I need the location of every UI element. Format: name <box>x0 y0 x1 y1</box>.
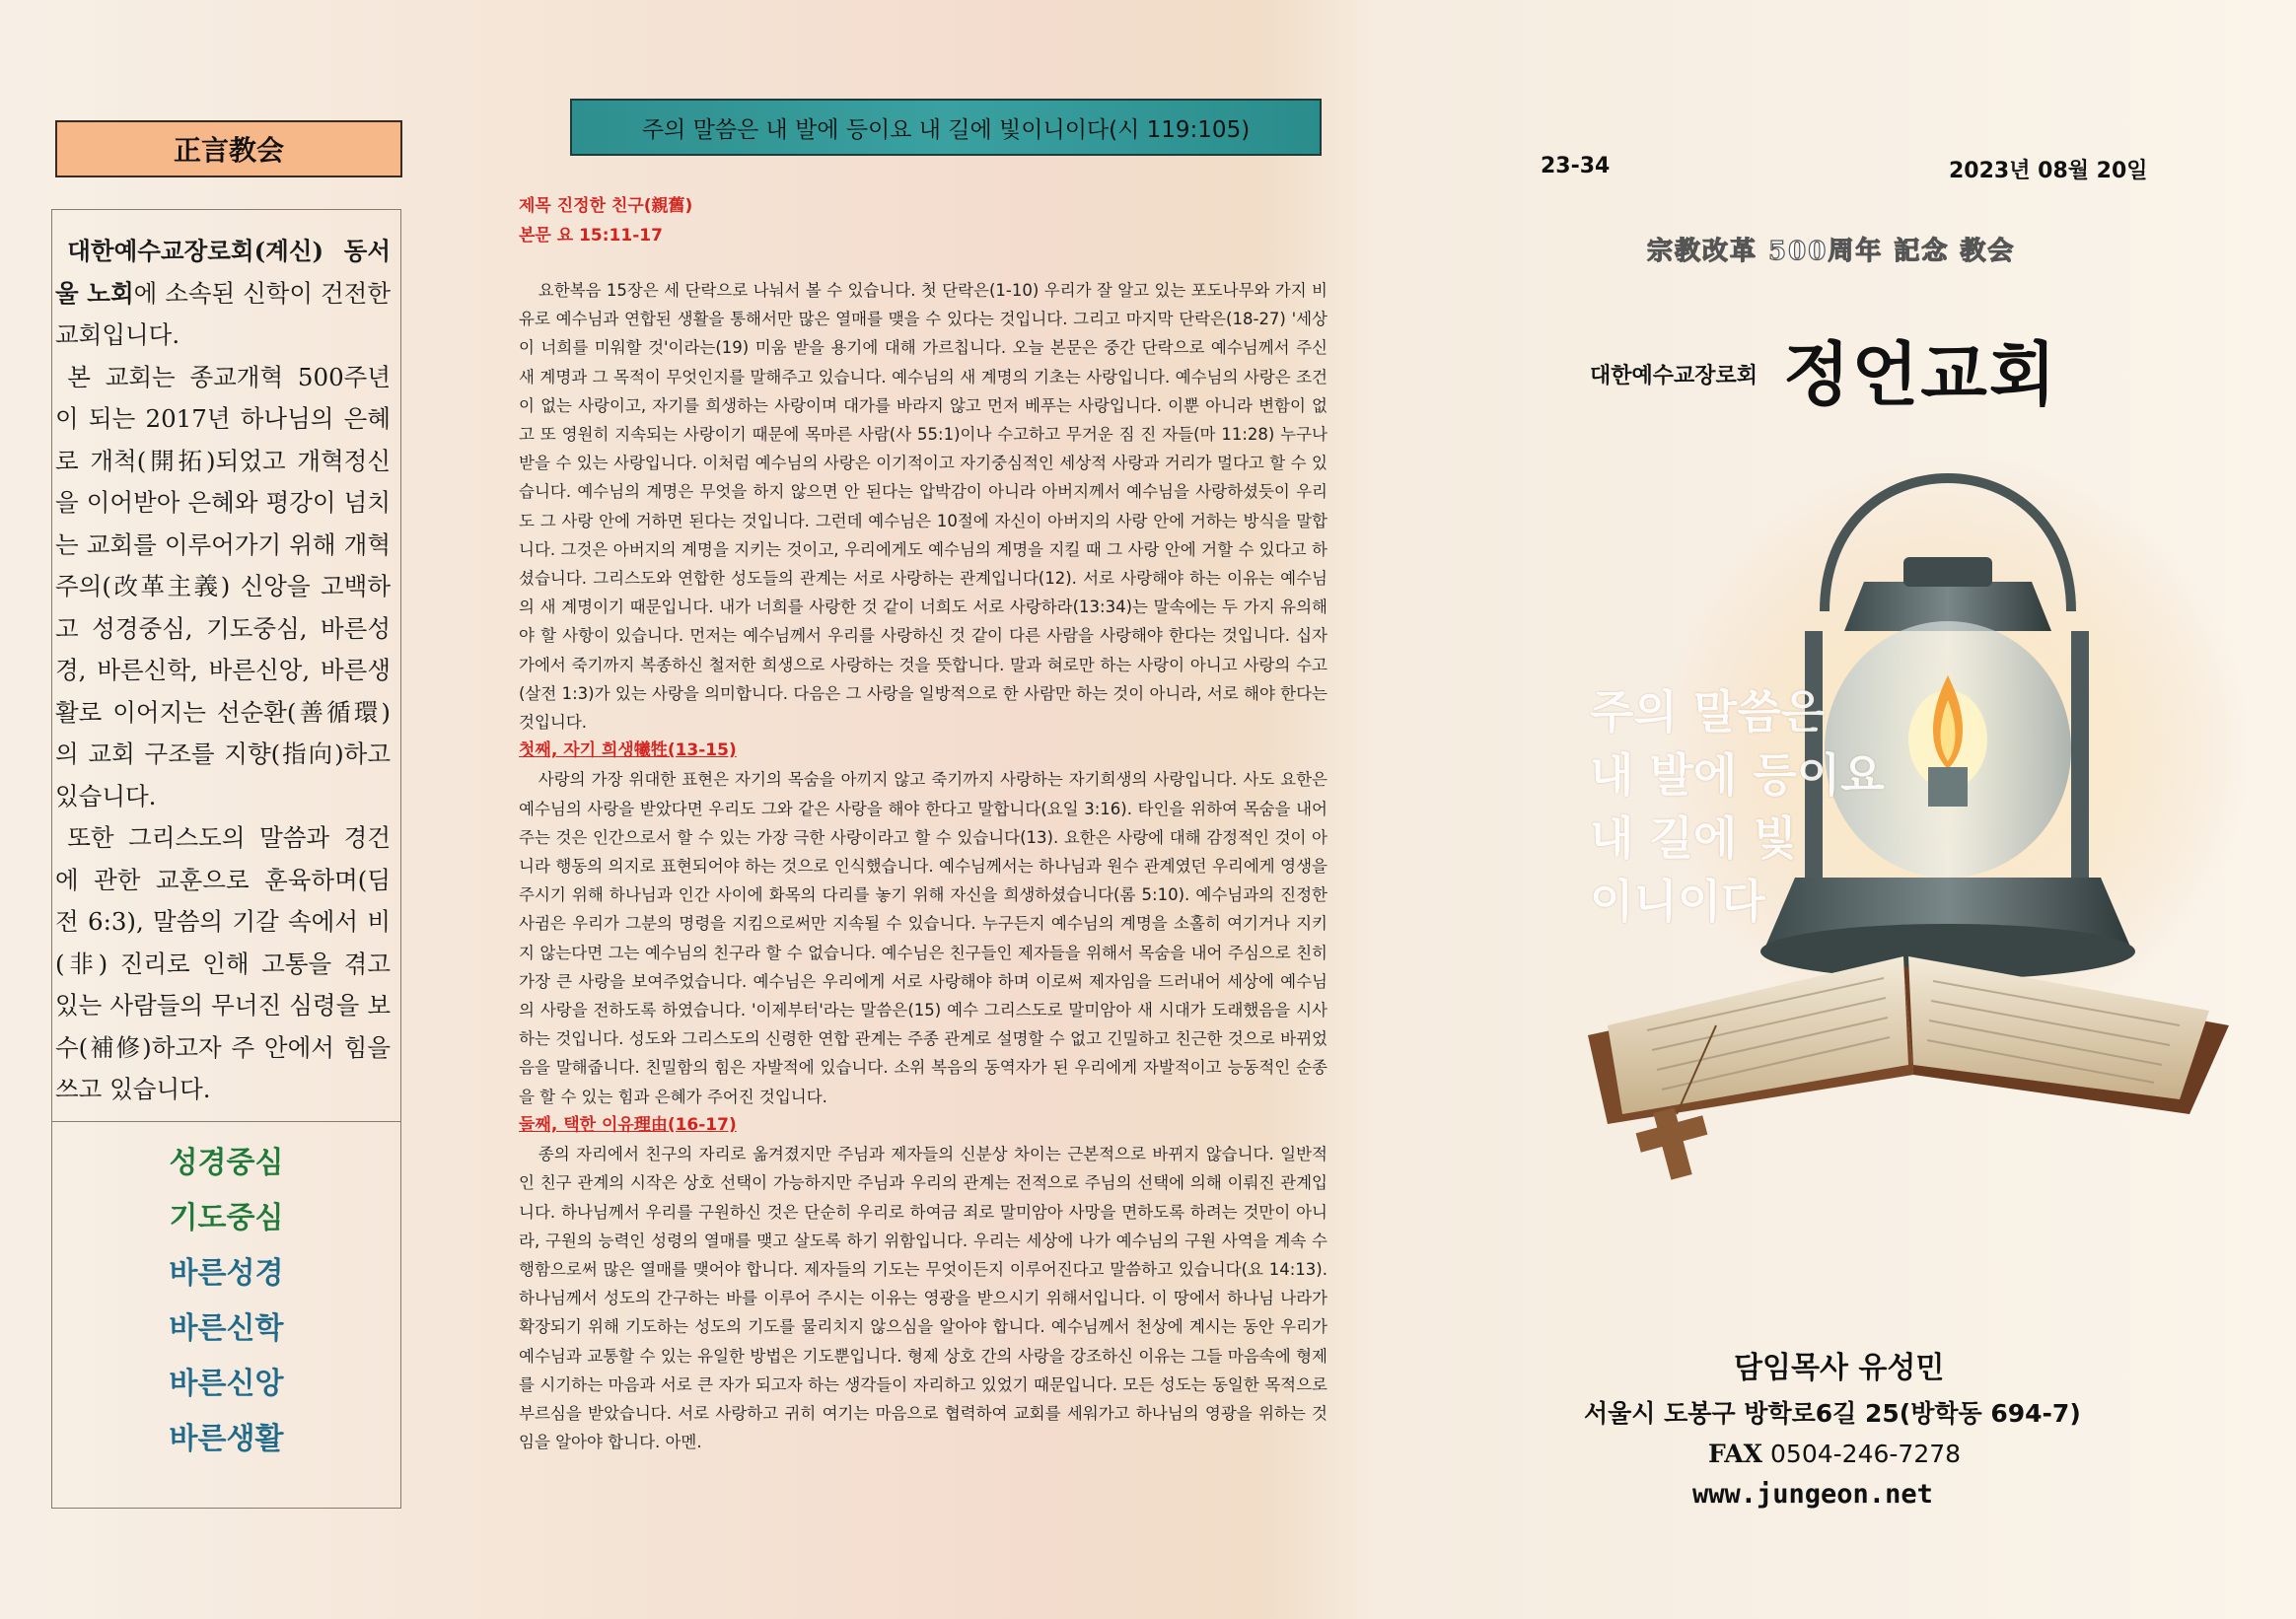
sermon-title: 제목 진정한 친구(親舊) <box>519 196 693 216</box>
sermon-heading-first: 첫째, 자기 희생犧牲(13-15) <box>519 740 737 761</box>
illustration-verse-line: 내 길에 빛 <box>1590 811 1797 865</box>
value-item: 바른신앙 <box>169 1367 284 1401</box>
intro-paragraph-2: 본 교회는 종교개혁 500주년이 되는 2017년 하나님의 은혜로 개척(開拓)되었고 개혁정신을 이어받아 은혜와 평강이 넘치는 교회를 이루어가기 위해 개혁주의(改革主義) 신앙을 고백하고 성경중심, 기도중심, 바른성경, 바른신학, 바른신앙, 바른생활로 이어지는 선순환(善循環)의 교회 구조를 지향(指向)하고 있습니다. <box>55 362 391 810</box>
illustration-verse <box>1590 680 1886 933</box>
illustration-verse-line: 이니이다 <box>1590 875 1765 928</box>
issue-date: 2023년 08월 20일 <box>1949 159 2148 183</box>
value-item: 바른성경 <box>169 1256 284 1291</box>
sermon-paragraph: 사랑의 가장 위대한 표현은 자기의 목숨을 아끼지 않고 죽기까지 사랑하는 자기희생의 사랑입니다. 사도 요한은 예수님의 사랑을 받았다면 우리도 그와 같은 사랑을 해야 한다고 말합니다(요일 3:16). 타인을 위하여 목숨을 내어 주는 것은 인간으로서 할 수 있는 가장 극한 사랑이라고 할 수 있습니다(13). 요한은 사랑에 대해 감정적인 것이 아니라 행동의 의지로 표현되어야 하는 것으로 인식했습니다. 예수님께서는 하나님과 원수 관계였던 우리에게 영생을 주시기 위해 하나님과 인간 사이에 화목의 다리를 놓기 위해 자신을 희생하셨습니다(롬 5:10). 예수님과의 진정한 사귐은 우리가 그분의 명령을 지킴으로써만 지속될 수 있습니다. 누구든지 예수님의 계명을 소홀히 여기거나 지키지 않는다면 그는 예수님의 친구라 할 수 없습니다. 예수님은 친구들인 제자들을 위해서 목숨을 내어 주심으로 친히 가장 큰 사랑을 보여주었습니다. 예수님은 우리에게 서로 사랑해야 하며 이로써 제자임을 드러내어 세상에 예수님의 사랑을 전하도록 하였습니다. '이제부터'라는 말씀은(15) 예수 그리스도로 말미암아 새 시대가 도래했음을 시사하는 것입니다. 성도와 그리스도의 신령한 연합 관계는 주종 관계로 설명할 수 없고 긴밀하고 친근한 것으로 바뀌었음을 말해줍니다. 친밀함의 힘은 자발적에 있습니다. 소위 복음의 동역자가 된 우리에게 자발적이고 능동적인 순종을 할 수 있는 힘과 은혜가 주어진 것입니다. <box>519 770 1327 1106</box>
value-item: 성경중심 <box>169 1146 284 1180</box>
value-item: 기도중심 <box>169 1201 284 1235</box>
sermon-meta <box>519 191 692 250</box>
sermon-paragraph: 종의 자리에서 친구의 자리로 옮겨졌지만 주님과 제자들의 신분상 차이는 근본적으로 바뀌지 않습니다. 일반적인 친구 관계의 시작은 상호 선택이 가능하지만 주님과 우리의 관계는 전적으로 주님의 선택에 의해 이뤄진 관계입니다. 하나님께서 우리를 구원하신 것은 단순히 우리로 하여금 죄로 말미암아 사망을 면하도록 하려는 것만이 아니라, 구원의 능력인 성령의 열매를 맺고 살도록 하기 위함입니다. 우리는 세상에 나가 예수님의 구원 사역을 계속 수행함으로써 많은 열매를 맺어야 합니다. 제자들의 기도는 무엇이든지 이루어진다고 말씀하고 있습니다(요 14:13). 하나님께서 성도의 간구하는 바를 이루어 주시는 이유는 영광을 받으시기 위해서입니다. 이 땅에서 하나님 나라가 확장되기 위해 기도하는 성도의 기도를 물리치지 않으심을 알아야 합니다. 예수님께서 천상에 계시는 동안 우리가 예수님과 교통할 수 있는 유일한 방법은 기도뿐입니다. 형제 상호 간의 사랑을 강조하신 이유는 그들 마음속에 형제를 시기하는 마음과 서로 큰 자가 되고자 하는 생각들이 자리하고 있었기 때문입니다. 모든 성도는 동일한 목적으로 부르심을 받았습니다. 서로 사랑하고 귀히 여기는 마음으로 협력하여 교회를 세워가고 하나님의 영광을 위하는 것임을 알아야 합니다. 아멘. <box>519 1145 1327 1452</box>
church-values-list <box>51 1136 401 1467</box>
value-item: 바른생활 <box>169 1422 284 1456</box>
anniversary-subtitle: 宗教改革 500周年 記念 教会 <box>1647 237 2016 266</box>
church-name-title: 정언교회 <box>1783 334 2058 415</box>
church-introduction <box>55 231 391 1111</box>
fax-number: 0504-246-7278 <box>1770 1440 1962 1468</box>
intro-affiliation-rest: 에 소속된 신학이 건전한 교회입니다. <box>55 278 391 349</box>
intro-paragraph-1 <box>55 231 391 357</box>
illustration-verse-line: 내 발에 등이요 <box>1590 748 1885 802</box>
verse-banner: 주의 말씀은 내 발에 등이요 내 길에 빛이니이다(시 119:105) <box>570 99 1322 156</box>
intro-affiliation: 대한예수교장로회(계신) 동서울 노회 <box>55 237 391 308</box>
pastor-name: 담임목사 유성민 <box>1734 1351 1945 1385</box>
fax-line <box>1708 1440 1961 1468</box>
church-address: 서울시 도봉구 방학로6길 25(방학동 694-7) <box>1584 1399 2081 1428</box>
intro-paragraph-3: 또한 그리스도의 말씀과 경건에 관한 교훈으로 훈육하며(딤전 6:3), 말씀의 기갈 속에서 비(非) 진리로 인해 고통을 겪고 있는 사람들의 무너진 심령을 보수(補修)하고자 주 안에서 힘을 쓰고 있습니다. <box>55 823 391 1103</box>
website-link[interactable]: www.jungeon.net <box>1692 1479 1933 1510</box>
issue-number: 23-34 <box>1541 154 1611 178</box>
illustration-verse-line: 주의 말씀은 <box>1590 685 1826 739</box>
sermon-scripture: 본문 요 15:11-17 <box>519 226 663 246</box>
church-hanja-tag: 正言教会 <box>55 120 402 177</box>
value-item: 바른신학 <box>169 1311 284 1346</box>
fax-label: FAX <box>1708 1440 1763 1468</box>
sermon-heading-second: 둘째, 택한 이유理由(16-17) <box>519 1114 737 1135</box>
sermon-body <box>519 276 1327 1456</box>
sermon-paragraph: 요한복음 15장은 세 단락으로 나눠서 볼 수 있습니다. 첫 단락은(1-10) 우리가 잘 알고 있는 포도나무와 가지 비유로 예수님과 연합된 생활을 통해서만 많은 열매를 맺을 수 있다는 것입니다. 그리고 마지막 단락은(18-27) '세상이 너희를 미워할 것'이라는(19) 미움 받을 용기에 대해 가르칩니다. 오늘 본문은 중간 단락으로 예수님께서 주신 새 계명과 그 목적이 무엇인지를 말해주고 있습니다. 예수님의 새 계명의 기초는 사랑입니다. 예수님의 사랑은 조건이 없는 사랑이고, 자기를 희생하는 사랑이며 대가를 바라지 않고 먼저 베푸는 사랑입니다. 이뿐 아니라 변함이 없고 또 영원히 지속되는 사랑이기 때문에 목마른 사람(사 55:1)이나 수고하고 무거운 짐 진 자들(마 11:28) 누구나 받을 수 있는 사랑입니다. 이처럼 예수님의 사랑은 이기적이고 자기중심적인 세상적 사랑과 거리가 멀다고 할 수 있습니다. 예수님의 계명은 무엇을 하지 않으면 안 된다는 압박감이 아니라 아버지께서 예수님을 사랑하셨듯이 우리도 그 사랑 안에 거하면 된다는 것입니다. 그런데 예수님은 10절에 자신이 아버지의 사랑 안에 거하는 방식을 말합니다. 그것은 아버지의 계명을 지키는 것이고, 우리에게도 예수님의 계명을 지킬 때 그 사랑 안에 거할 수 있다고 하셨습니다. 그리스도와 연합한 성도들의 관계는 서로 사랑하는 관계입니다(12). 서로 사랑해야 하는 이유는 예수님의 새 계명이기 때문입니다. 내가 너희를 사랑한 것 같이 너희도 서로 사랑하라(13:34)는 말속에는 두 가지 유의해야 할 사항이 있습니다. 먼저는 예수님께서 우리를 사랑하신 것 같이 다른 사람을 사랑해야 한다는 것입니다. 십자가에서 죽기까지 복종하신 철저한 희생으로 사랑하는 것을 뜻합니다. 말과 혀로만 하는 사랑이 아니고 사랑의 수고(살전 1:3)가 있는 사랑을 의미합니다. 다음은 그 사랑을 일방적으로 한 사람만 하는 것이 아니라, 서로 해야 한다는 것입니다. <box>519 281 1327 733</box>
denomination-label: 대한예수교장로회 <box>1590 364 1758 388</box>
